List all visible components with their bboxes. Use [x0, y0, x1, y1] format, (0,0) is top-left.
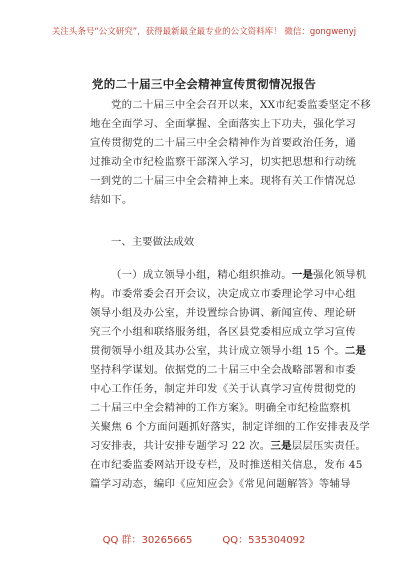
paragraph-line: 篇学习动态，编印《应知应会》《常见问题解答》等辅导 [90, 478, 351, 490]
emphasis-text: 二是 [344, 345, 367, 357]
section-heading: 一、主要做法成效 [111, 236, 195, 248]
footer-qq-group: QQ 群：30265665 [102, 535, 193, 546]
text-run: 习安排表，共计安排专题学习 22 次。 [90, 440, 271, 452]
subsection-heading: （一）成立领导小组，精心组织推动。 [111, 269, 292, 281]
emphasis-text: 一是 [291, 269, 314, 281]
paragraph-line [90, 437, 367, 456]
paragraph-line: 结如下。 [90, 194, 133, 206]
paragraph-line: 地在全面学习、全面掌握、全面落实上下功夫，强化学习 [90, 118, 357, 130]
paragraph-line: 二十届三中全会精神的工作方案》。明确全市纪检监察机 [90, 402, 351, 414]
text-run: 强化领导机 [313, 269, 367, 281]
paragraph-line: 坚持科学谋划。依据党的二十届三中全会战略部署和市委 [90, 364, 357, 376]
paragraph-line: 中心工作任务，制定并印发《关于认真学习宣传贯彻党的 [90, 383, 357, 395]
paragraph-line [90, 266, 367, 285]
document-title: 党的二十届三中全会精神宣传贯彻情况报告 [91, 77, 317, 91]
footer-contact [0, 531, 408, 546]
paragraph-line: 一到党的二十届三中全会精神上来。现将有关工作情况总 [90, 175, 357, 187]
paragraph-line [90, 342, 367, 361]
paragraph-line: 党的二十届三中全会召开以来，XX市纪委监委坚定不移 [111, 99, 372, 111]
paragraph-line: 宣传贯彻党的二十届三中全会精神作为首要政治任务，通 [90, 137, 357, 149]
text-run: 贯彻领导小组及其办公室，共计成立领导小组 15 个。 [90, 345, 345, 357]
section1-paragraph [90, 266, 370, 494]
paragraph-line: 究三个小组和联络服务组，各区县党委相应成立学习宣传 [90, 326, 357, 338]
text-run: 层层压实责任。 [291, 440, 367, 452]
emphasis-text: 三是 [270, 440, 292, 452]
paragraph-line: 在市纪委监委网站开设专栏，及时推送相关信息，发布 45 [90, 459, 363, 471]
paragraph-line: 领导小组及办公室，并设置综合协调、新闻宣传、理论研 [90, 307, 357, 319]
footer-qq: QQ：535304092 [222, 535, 306, 546]
paragraph-line: 过推动全市纪检监察干部深入学习，切实把思想和行动统 [90, 156, 357, 168]
header-banner: 关注头条号“公文研究”，获得最新最全最专业的公文资料库！ 微信：gongwenyj [51, 27, 357, 37]
paragraph-line: 构。市委常委会召开会议，决定成立市委理论学习中心组 [90, 288, 357, 300]
paragraph-line: 关聚焦 6 个方面问题抓好落实，制定详细的工作安排表及学 [90, 421, 370, 433]
intro-paragraph [90, 96, 372, 210]
